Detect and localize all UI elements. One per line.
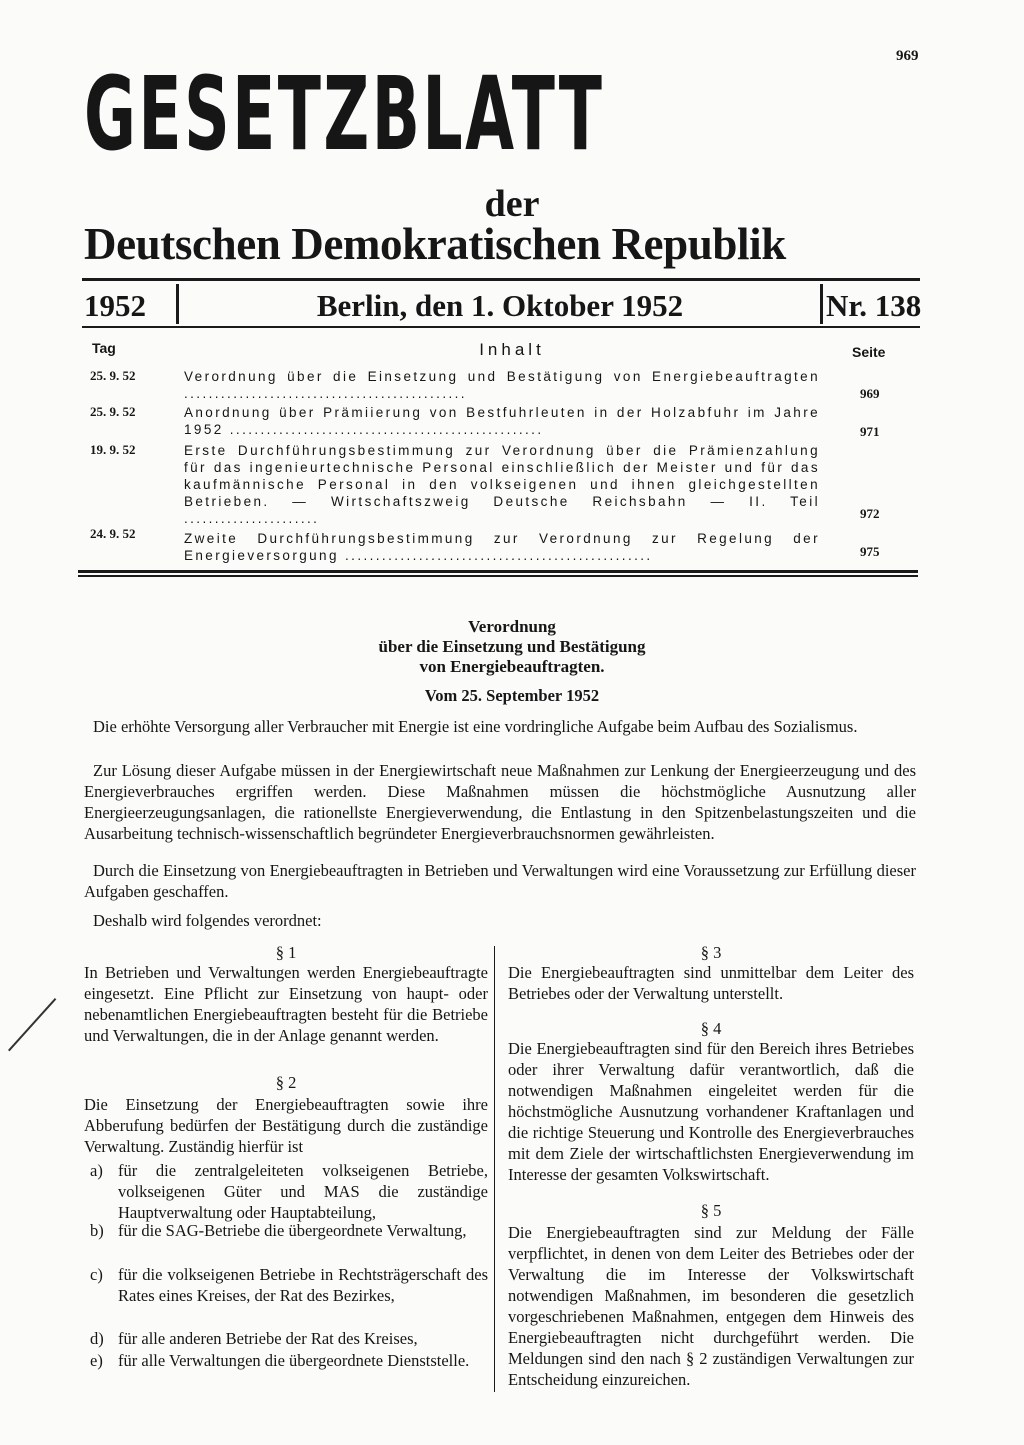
toc-entry-text: Anordnung über Prämiierung von Bestfuhrleuten in der Holzabfuhr im Jahre 1952 ...................................................	[184, 405, 820, 437]
section-2-text: Die Einsetzung der Energiebeauftragten sowie ihre Abberufung bedürfen der Bestätigung durch die zuständige Verwaltung. Zuständig hierfür ist	[84, 1095, 488, 1156]
section-3-text: Die Energiebeauftragten sind unmittelbar dem Leiter des Betriebes oder der Verwaltung unterstellt.	[508, 963, 914, 1003]
decree-subtitle-1: über die Einsetzung und Bestätigung	[378, 637, 646, 656]
toc-entry-date: 25. 9. 52	[90, 404, 136, 419]
toc-entry-page: 972	[860, 506, 880, 521]
preamble-paragraph: Durch die Einsetzung von Energiebeauftragten in Betrieben und Verwaltungen wird eine Voraussetzung zur Erfüllung dieser Aufgaben geschaffen.	[84, 861, 916, 901]
toc-entry-page: 975	[860, 544, 880, 559]
toc-entry	[84, 442, 900, 528]
toc-col-page: Seite	[852, 344, 886, 360]
masthead-title: GESETZBLATT	[84, 55, 605, 174]
list-item-label: b)	[90, 1221, 104, 1240]
section-4-sign: § 4	[700, 1019, 722, 1038]
header-top-rule	[82, 278, 920, 281]
list-item-label: a)	[90, 1161, 103, 1180]
section-2-sign: § 2	[275, 1073, 297, 1092]
masthead-subtitle-state: Deutschen Demokratischen Republik	[84, 219, 786, 269]
masthead-subtitle-der: der	[484, 183, 540, 225]
issue-year: 1952	[84, 288, 146, 323]
section-5-sign: § 5	[700, 1201, 722, 1220]
toc-entry-page: 971	[860, 424, 880, 439]
list-item-label: e)	[90, 1351, 103, 1370]
list-item-label: d)	[90, 1329, 104, 1348]
toc-title: Inhalt	[479, 340, 545, 359]
list-item-text: für die SAG-Betriebe die übergeordnete Verwaltung,	[118, 1221, 467, 1240]
section-3-sign: § 3	[700, 943, 722, 962]
decree-title: Verordnung	[468, 617, 556, 636]
section-1-text: In Betrieben und Verwaltungen werden Energiebeauftragte eingesetzt. Eine Pflicht zur Einsetzung von haupt- oder nebenamtlichen Energiebeauftragten besteht für die Betriebe und Verwaltungen, die in der Anlage genannt werden.	[84, 963, 488, 1045]
preamble-paragraph: Die erhöhte Versorgung aller Verbraucher mit Energie ist eine vordringliche Aufgabe beim Aufbau des Sozialismus.	[93, 717, 858, 736]
list-item-text: für alle Verwaltungen die übergeordnete Dienststelle.	[118, 1351, 470, 1370]
toc-entry-text: Zweite Durchführungsbestimmung zur Verordnung zur Regelung der Energieversorgung ..................................................	[184, 531, 820, 563]
toc-entry-date: 25. 9. 52	[90, 368, 136, 383]
section-1-sign: § 1	[275, 943, 297, 962]
toc-end-rule-1	[78, 570, 918, 573]
toc-entry	[84, 404, 900, 440]
preamble-paragraph: Deshalb wird folgendes verordnet:	[93, 911, 322, 930]
list-item-text: für die zentralgeleiteten volkseigenen Betriebe, volkseigenen Güter und MAS die zuständige Hauptverwaltung oder Hauptabteilung,	[118, 1161, 488, 1222]
list-item-text: für die volkseigenen Betriebe in Rechtsträgerschaft des Rates eines Kreises, der Rat des Bezirkes,	[118, 1265, 488, 1305]
issue-number: Nr. 138	[826, 288, 922, 323]
toc-entry-text: Verordnung über die Einsetzung und Bestätigung von Energiebeauftragten ..............................................	[184, 369, 820, 401]
toc-end-rule-2	[78, 575, 918, 577]
preamble-paragraph: Zur Lösung dieser Aufgabe müssen in der Energiewirtschaft neue Maßnahmen zur Lenkung der Energieerzeugung und des Energieverbrauches ergriffen werden. Diese Maßnahmen müssen die höchstmögliche Ausnutzung aller Energieerzeugungsanlagen, die rationellste Energieverwendung, die Entlastung in den Spitzenbelastungszeiten und die Ausarbeitung technisch-wissenschaftlich begründeter Energieverbrauchsnormen gewährleisten.	[84, 761, 916, 843]
section-2-list	[90, 1160, 488, 1390]
section-5-text: Die Energiebeauftragten sind zur Meldung der Fälle verpflichtet, in denen von dem Leiter des Betriebes oder der Verwaltung die im Interesse der Volkswirtschaft notwendigen Maßnahmen, im besonderen die gesetzlich vorgeschriebenen Maßnahmen, entgegen dem Hinweis des Energiebeauftragten nicht durchgeführt werden. Die Meldungen sind den nach § 2 zuständigen Verwaltungen zur Entscheidung einzureichen.	[508, 1223, 914, 1389]
toc-entry-date: 24. 9. 52	[90, 526, 136, 541]
list-item-label: c)	[90, 1265, 103, 1284]
page-number: 969	[896, 48, 919, 64]
decree-subtitle-2: von Energiebeauftragten.	[419, 657, 605, 676]
toc-entry	[84, 368, 900, 404]
header-divider-right	[820, 284, 823, 324]
toc-entry	[84, 526, 900, 566]
toc-entry-text: Erste Durchführungsbestimmung zur Verordnung über die Prämienzahlung für das ingenieurtechnische Personal einschließlich der Meister und für das kaufmännische Personal in den volkseigenen und ihnen gleichgestellten Betrieben. — Wirtschaftszweig Deutsche Reichsbahn — II. Teil ......................	[184, 443, 820, 526]
header-bottom-rule	[82, 326, 920, 328]
decree-date: Vom 25. September 1952	[424, 686, 600, 705]
toc-entry-page: 969	[860, 386, 880, 401]
header-divider-left	[176, 284, 179, 324]
column-divider	[494, 946, 495, 1392]
list-item-text: für alle anderen Betriebe der Rat des Kreises,	[118, 1329, 418, 1348]
margin-pencil-mark	[8, 998, 56, 1051]
toc-col-day: Tag	[92, 340, 116, 356]
section-4-text: Die Energiebeauftragten sind für den Bereich ihres Betriebes oder ihrer Verwaltung dafür verantwortlich, daß die notwendigen Maßnahmen eingeleitet werden für die höchstmögliche Ausnutzung vorhandener Kraftanlagen und die richtige Steuerung und Kontrolle des Energieverbrauches mit dem Ziele der wirtschaftlichsten Energieverwendung im Interesse der gesamten Volkswirtschaft.	[508, 1039, 914, 1184]
issue-date: Berlin, den 1. Oktober 1952	[316, 288, 684, 323]
toc-entry-date: 19. 9. 52	[90, 442, 136, 457]
